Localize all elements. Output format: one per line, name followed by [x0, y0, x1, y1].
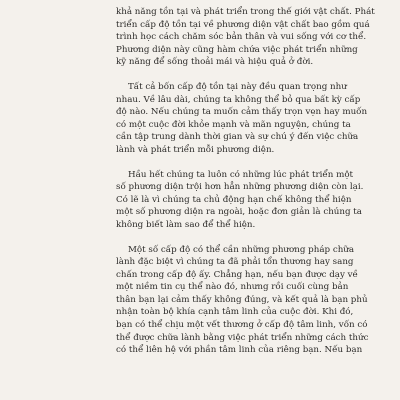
text-line: Phương diện này cũng hàm chứa việc phát triển những — [116, 44, 358, 55]
text-line: lành đặc biệt vì chúng ta đã phải tổn thương hay sang — [116, 257, 354, 268]
text-line: nhau. Về lâu dài, chúng ta không thể bỏ qua bất kỳ cấp — [116, 94, 361, 105]
text-line: lành và phát triển mỗi phương diện. — [116, 144, 275, 155]
paragraph-1 — [116, 6, 375, 69]
text-line: Có lẽ là vì chúng ta chủ động hạn chế không thể hiện — [116, 194, 352, 205]
text-line: Tất cả bốn cấp độ tồn tại này đều quan trọng như — [128, 81, 347, 92]
text-line: bạn có thể chịu một vết thương ở cấp độ tâm linh, vốn có — [116, 320, 368, 331]
paragraph-4 — [116, 244, 369, 357]
paragraph-3 — [116, 169, 364, 232]
text-line: độ nào. Nếu chúng ta muốn cảm thấy trọn vẹn hay muốn — [116, 107, 368, 118]
text-line: cần tập trung dành thời gian và sự chú ý đến việc chữa — [116, 132, 359, 143]
text-line: có một cuộc đời khỏe mạnh và mãn nguyện, chúng ta — [116, 119, 351, 130]
text-line: có thể liên hệ với phần tâm linh của riêng bạn. Nếu bạn — [116, 345, 363, 356]
text-line: khả năng tồn tại và phát triển trong thế giới vật chất. Phát — [116, 7, 375, 17]
text-line: Hầu hết chúng ta luôn có những lúc phát triển một — [128, 169, 354, 180]
text-line: kỹ năng để sống thoải mái và hiệu quả ở đời. — [116, 57, 314, 68]
text-line: số phương diện trội hơn hẳn những phương diện còn lại. — [116, 182, 364, 193]
text-line: một số phương diện ra ngoài, hoặc đơn giản là chúng ta — [116, 207, 362, 218]
paragraph-2 — [116, 81, 368, 157]
text-line: thân bạn lại cảm thấy không đúng, và kết quả là bạn phủ — [116, 294, 368, 305]
text-line: chấn trong cấp độ ấy. Chẳng hạn, nếu bạn được dạy về — [116, 269, 358, 280]
text-line: nhận toàn bộ khía cạnh tâm linh của cuộc đời. Khi đó, — [116, 307, 354, 318]
text-line: triển cấp độ tồn tại về phương diện vật chất bao gồm quá — [116, 19, 370, 30]
text-line: một niềm tin cụ thể nào đó, nhưng rồi cuối cùng bản — [116, 282, 349, 293]
text-line: trình học cách chăm sóc bản thân và vui sống với cơ thể. — [116, 32, 367, 43]
text-line: không biết làm sao để thể hiện. — [116, 219, 256, 230]
text-line: Một số cấp độ có thể cần những phương pháp chữa — [128, 244, 355, 255]
text-line: thể được chữa lành bằng việc phát triển những cách thức — [116, 332, 369, 343]
